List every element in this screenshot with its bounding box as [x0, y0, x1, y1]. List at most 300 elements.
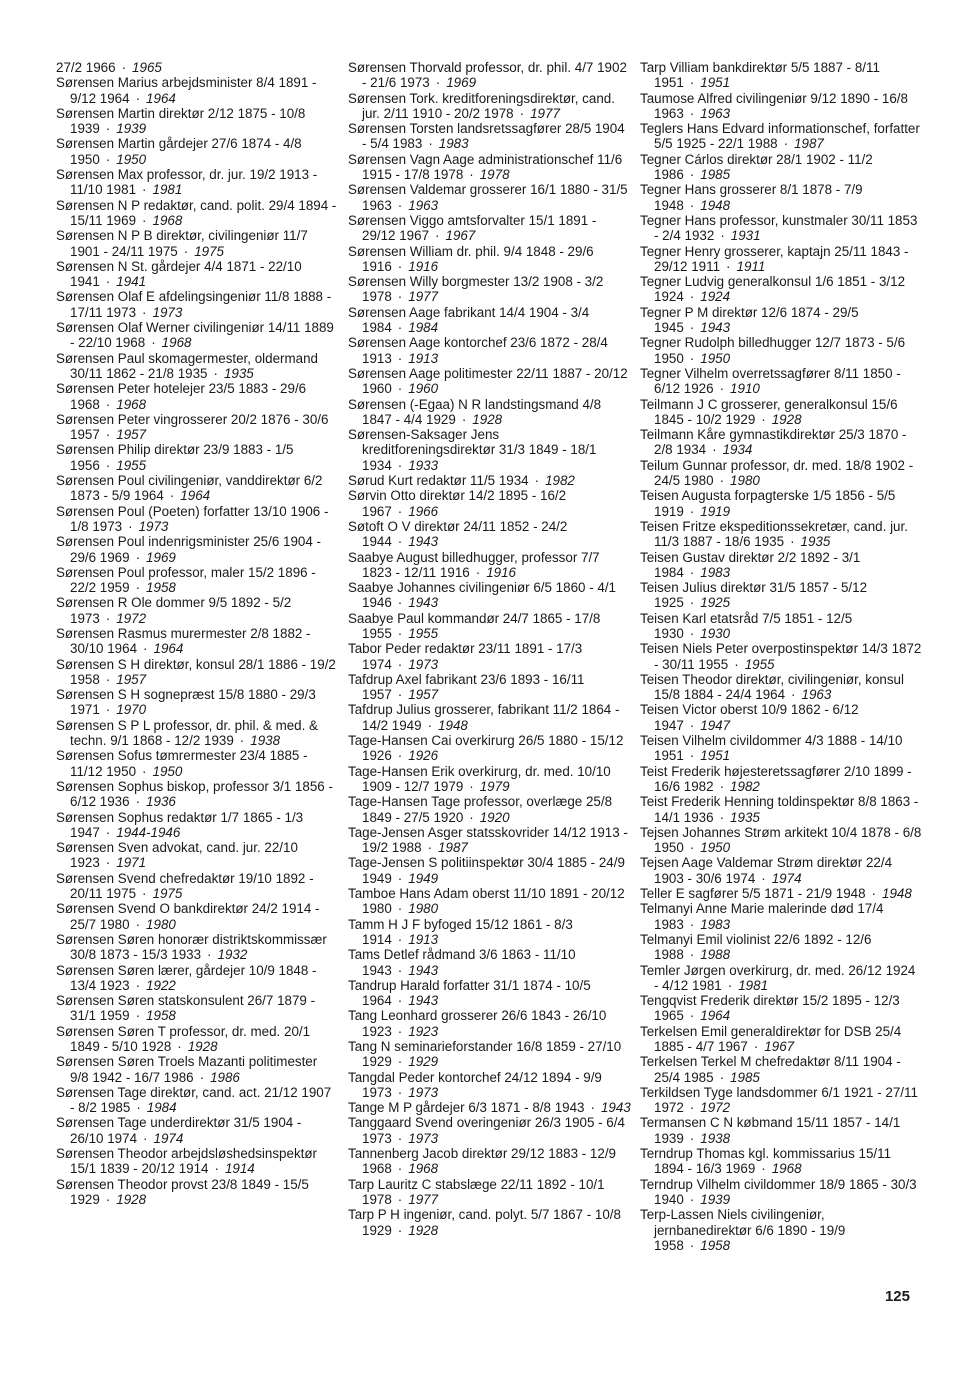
register-entry — [56, 320, 338, 351]
entry-text: Sørud Kurt redaktør 11/5 1934 — [348, 473, 529, 489]
entry-text: Sørensen Torsten landsretssagfører 28/5 1904 - 5/4 1983 — [348, 121, 625, 152]
register-entry — [640, 794, 922, 825]
entry-text: Tafdrup Axel fabrikant 23/6 1893 - 16/11 1957 — [348, 671, 585, 703]
entry-text: Saabye August billedhugger, professor 7/7 1823 - 12/11 1916 — [348, 549, 600, 580]
entry-year: 1963 — [408, 197, 439, 213]
entry-year: 1923 — [408, 1023, 439, 1039]
register-entry — [640, 213, 922, 244]
entry-text: Temler Jørgen overkirurg, dr. med. 26/12 1924 - 4/12 1981 — [640, 962, 916, 993]
register-entry — [640, 1085, 922, 1116]
register-entry — [640, 335, 922, 366]
entry-separator: · — [397, 197, 403, 213]
entry-separator: · — [427, 840, 433, 856]
entry-text: Sørensen Theodor arbejdsløshedsinspektør 15/1 1839 - 20/12 1914 — [56, 1146, 317, 1177]
register-entry — [640, 427, 922, 458]
register-entry — [348, 519, 632, 550]
entry-separator: · — [128, 518, 133, 534]
entry-separator: · — [397, 1023, 403, 1039]
page-number: 125 — [884, 1288, 910, 1305]
entry-separator: · — [689, 503, 695, 519]
register-entry — [56, 442, 338, 473]
entry-text: Sørensen Valdemar grosserer 16/1 1880 - 31/5 1963 — [348, 182, 628, 213]
entry-year: 1968 — [161, 335, 192, 351]
entry-year: 1928 — [116, 1191, 147, 1207]
entry-year: 1943 — [408, 962, 439, 978]
register-entry — [56, 228, 338, 259]
entry-year: 1935 — [223, 365, 254, 381]
entry-separator: · — [397, 748, 403, 764]
entry-text: Teisen Karl etatsråd 7/5 1851 - 12/5 1930 — [640, 610, 853, 641]
entry-separator: · — [397, 350, 403, 366]
register-entry — [640, 458, 922, 489]
entry-separator: · — [689, 1008, 695, 1024]
register-entry — [348, 764, 632, 795]
entry-text: Sørensen Poul indenrigsminister 25/6 1904 - 29/6 1969 — [56, 534, 321, 565]
entry-year: 1936 — [146, 794, 176, 810]
entry-text: Sørensen Tage direktør, cand. act. 21/12 1907 - 8/2 1985 — [56, 1084, 332, 1116]
entry-separator: · — [397, 1191, 403, 1207]
entry-text: Tengqvist Frederik direktør 15/2 1895 - 12/3 1965 — [640, 993, 900, 1024]
entry-year: 1984 — [146, 1100, 177, 1116]
entry-text: Sørensen Vagn Aage administrationschef 11/6 1915 - 17/8 1978 — [348, 151, 623, 183]
entry-text: Tamboe Hans Adam oberst 11/10 1891 - 20/12 1980 — [348, 886, 625, 917]
entry-separator: · — [105, 274, 111, 290]
entry-text: Tage-Hansen Cai overkirurg 26/5 1880 - 15/12 1926 — [348, 733, 624, 764]
register-entry — [348, 60, 632, 91]
entry-year: 1964 — [153, 641, 184, 657]
entry-year: 1982 — [730, 778, 760, 794]
entry-separator: · — [719, 473, 725, 489]
entry-text: Tegner Hans grosserer 8/1 1878 - 7/9 1948 — [640, 182, 863, 213]
register-entry — [640, 550, 922, 581]
register-entry — [348, 550, 632, 581]
entry-year: 1985 — [730, 1069, 760, 1085]
entry-year: 1944-1946 — [116, 824, 181, 840]
entry-year: 1948 — [438, 717, 468, 733]
register-entry — [348, 1146, 632, 1177]
register-entry — [348, 733, 632, 764]
entry-text: Tegner Vilhelm overretssagfører 8/11 1850 - 6/12 1926 — [640, 365, 901, 397]
register-entry — [56, 75, 338, 106]
entry-text: Sørensen Martin direktør 2/12 1875 - 10/8 1939 — [56, 105, 306, 137]
register-entry — [56, 412, 338, 443]
entry-separator: · — [719, 778, 725, 794]
entry-separator: · — [397, 870, 403, 886]
entry-text: Tage-Hansen Tage professor, overlæge 25/8 1849 - 27/5 1920 — [348, 794, 613, 825]
entry-text: Tegner Ludvig generalkonsul 1/6 1851 - 3/12 1924 — [640, 274, 906, 305]
entry-separator: · — [689, 167, 695, 183]
entry-year: 1958 — [700, 1237, 731, 1253]
entry-separator: · — [135, 90, 141, 106]
register-entry — [640, 932, 922, 963]
entry-year: 1964 — [180, 488, 211, 504]
entry-text: Sørensen Tork. kreditforeningsdirektør, cand. jur. 2/11 1910 - 20/2 1978 — [348, 90, 615, 121]
entry-text: Tegner P M direktør 12/6 1874 - 29/5 1945 — [640, 304, 859, 336]
register-entry — [640, 886, 922, 901]
entry-year: 1977 — [408, 1191, 439, 1207]
entry-text: Sørensen Svend chefredaktør 19/10 1892 - 20/11 1975 — [56, 870, 314, 902]
entry-separator: · — [761, 411, 766, 427]
entry-year: 1920 — [479, 809, 510, 825]
entry-year: 1925 — [700, 595, 731, 611]
entry-year: 1957 — [116, 427, 147, 443]
entry-separator: · — [105, 151, 111, 167]
entry-year: 1967 — [764, 1039, 795, 1054]
entry-text: Termansen C N købmand 15/11 1857 - 14/1 1939 — [640, 1115, 901, 1146]
entry-text: Tams Detlef rådmand 3/6 1863 - 11/10 1943 — [348, 947, 576, 978]
entry-year: 1970 — [116, 702, 147, 718]
entry-separator: · — [719, 809, 725, 825]
entry-year: 1987 — [794, 136, 824, 152]
entry-year: 1928 — [187, 1039, 218, 1054]
entry-text: Sørensen-Saksager Jens kreditforeningsdirektør 31/3 1849 - 18/1 1934 — [348, 427, 597, 473]
entry-year: 1928 — [472, 411, 503, 427]
entry-separator: · — [761, 1161, 766, 1177]
entry-year: 1924 — [700, 289, 731, 305]
register-entry — [56, 565, 338, 596]
entry-year: 1928 — [408, 1222, 439, 1238]
entry-separator: · — [461, 411, 467, 427]
entry-separator: · — [753, 1039, 759, 1054]
entry-text: Tarp Villiam bankdirektør 5/5 1887 - 8/11 1951 — [640, 60, 880, 91]
entry-text: Sørensen Søren lærer, gårdejer 10/9 1848 - 13/4 1923 — [56, 962, 317, 993]
entry-text: Terndrup Vilhelm civildommer 18/9 1865 - 30/3 1940 — [640, 1176, 917, 1207]
register-entry — [348, 641, 632, 672]
entry-year: 1950 — [116, 151, 147, 167]
entry-text: Tage-Jensen Asger statsskovrider 14/12 1913 - 19/2 1988 — [348, 824, 628, 856]
entry-separator: · — [105, 702, 111, 718]
entry-separator: · — [105, 457, 111, 473]
register-entry — [640, 580, 922, 611]
register-entry — [56, 289, 338, 320]
register-entry — [348, 1177, 632, 1208]
entry-separator: · — [143, 641, 148, 657]
register-entry — [640, 764, 922, 795]
register-entry — [640, 1207, 922, 1253]
entry-text: Tange M P gårdejer 6/3 1871 - 8/8 1943 — [348, 1100, 585, 1116]
entry-text: Sørensen S H sognepræst 15/8 1880 - 29/3 1971 — [56, 687, 316, 718]
entry-text: Sørensen Max professor, dr. jur. 19/2 1913 - 11/10 1981 — [56, 167, 318, 198]
register-entry — [348, 611, 632, 642]
register-entry — [640, 152, 922, 183]
entry-separator: · — [142, 763, 147, 779]
register-entry — [640, 305, 922, 336]
entry-year: 1939 — [116, 121, 147, 137]
entry-text: Tandrup Harald forfatter 31/1 1874 - 10/5 1964 — [348, 977, 591, 1009]
entry-year: 1973 — [138, 518, 169, 534]
register-entry — [640, 182, 922, 213]
entry-year: 1913 — [408, 931, 439, 947]
entry-text: Sørensen Sophus biskop, professor 3/1 1856 - 6/12 1936 — [56, 778, 333, 810]
register-entry — [348, 91, 632, 122]
entry-separator: · — [135, 977, 141, 993]
register-entry — [348, 1070, 632, 1101]
register-entry — [348, 427, 632, 473]
register-entry — [640, 91, 922, 122]
entry-year: 1938 — [700, 1130, 731, 1146]
entry-year: 1973 — [408, 656, 439, 672]
entry-separator: · — [239, 733, 245, 749]
entry-year: 1949 — [408, 870, 439, 886]
register-entry — [348, 1008, 632, 1039]
entry-separator: · — [689, 1191, 695, 1207]
entry-separator: · — [135, 549, 141, 565]
register-entry — [348, 947, 632, 978]
register-entry — [348, 672, 632, 703]
entry-separator: · — [519, 105, 525, 121]
entry-year: 1957 — [116, 671, 147, 687]
entry-text: Tanggaard Svend overingeniør 26/3 1905 - 6/4 1973 — [348, 1115, 625, 1146]
entry-text: Teisen Augusta forpagterske 1/5 1856 - 5/5 1919 — [640, 488, 896, 519]
entry-text: Sørensen Olaf E afdelingsingeniør 11/8 1888 - 17/11 1973 — [56, 289, 332, 320]
register-entry — [640, 963, 922, 994]
register-entry — [640, 672, 922, 703]
entry-separator: · — [397, 457, 403, 473]
register-entry — [640, 993, 922, 1024]
entry-separator: · — [397, 1084, 403, 1100]
entry-separator: · — [435, 75, 441, 91]
entry-text: Teist Frederik højesteretssagfører 2/10 1899 - 16/6 1982 — [640, 763, 912, 794]
entry-year: 1935 — [730, 809, 760, 825]
entry-separator: · — [397, 687, 403, 703]
entry-text: Sørensen N P redaktør, cand. polit. 29/4 1894 - 15/11 1969 — [56, 197, 337, 228]
entry-separator: · — [689, 105, 695, 121]
entry-year: 1973 — [408, 1084, 439, 1100]
entry-text: Tang Leonhard grosserer 26/6 1843 - 26/10 1923 — [348, 1008, 607, 1039]
entry-separator: · — [105, 824, 111, 840]
entry-separator: · — [397, 503, 403, 519]
entry-year: 1919 — [700, 503, 731, 519]
register-entry — [640, 1177, 922, 1208]
entry-year: 1985 — [700, 167, 731, 183]
entry-separator: · — [783, 136, 789, 152]
register-entry — [56, 626, 338, 657]
entry-year: 1916 — [486, 564, 516, 580]
entry-text: Sørensen Tage underdirektør 31/5 1904 - 26/10 1974 — [56, 1115, 302, 1146]
entry-separator: · — [183, 243, 189, 259]
entry-separator: · — [761, 870, 766, 886]
entry-year: 1980 — [408, 901, 439, 917]
entry-separator: · — [207, 947, 212, 963]
entry-text: Terkelsen Terkel M chefredaktør 8/11 1904 - 25/4 1985 — [640, 1054, 901, 1085]
entry-text: Sørensen Peter vingrosserer 20/2 1876 - 30/6 1957 — [56, 411, 329, 443]
register-entry — [348, 366, 632, 397]
entry-year: 1983 — [700, 916, 731, 932]
entry-text: Tegner Hans professor, kunstmaler 30/11 1853 - 2/4 1932 — [640, 212, 918, 244]
entry-year: 1964 — [146, 90, 176, 106]
entry-separator: · — [469, 167, 474, 183]
entry-text: Teisen Vilhelm civildommer 4/3 1888 - 14/10 1951 — [640, 733, 903, 764]
entry-separator: · — [689, 717, 695, 733]
entry-separator: · — [397, 289, 403, 305]
entry-year: 1950 — [700, 840, 731, 856]
entry-separator: · — [720, 228, 725, 244]
entry-text: Sørensen Thorvald professor, dr. phil. 4/7 1902 - 21/6 1973 — [348, 60, 627, 91]
entry-separator: · — [689, 748, 695, 764]
register-entry — [640, 397, 922, 428]
entry-year: 1984 — [408, 320, 439, 336]
entry-text: Søtoft O V direktør 24/11 1852 - 24/2 1944 — [348, 518, 568, 550]
entry-separator: · — [397, 962, 403, 978]
register-entry — [640, 641, 922, 672]
entry-separator: · — [397, 258, 403, 274]
entry-separator: · — [791, 687, 796, 703]
column-2 — [348, 60, 632, 1238]
entry-separator: · — [135, 794, 141, 810]
entry-separator: · — [689, 840, 695, 856]
entry-separator: · — [727, 977, 733, 993]
register-entry — [56, 259, 338, 290]
register-entry — [348, 244, 632, 275]
entry-separator: · — [397, 931, 403, 947]
entry-year: 1983 — [438, 136, 469, 152]
entry-separator: · — [135, 580, 141, 596]
entry-year: 1938 — [250, 733, 281, 749]
register-entry — [640, 1115, 922, 1146]
entry-text: Teisen Victor oberst 10/9 1862 - 6/12 1947 — [640, 702, 859, 733]
register-entry — [640, 1146, 922, 1177]
column-1 — [56, 60, 338, 1207]
entry-text: Sørensen (-Egaa) N R landstingsmand 4/8 1847 - 4/4 1929 — [348, 396, 602, 427]
entry-text: Teisen Niels Peter overpostinspektør 14/3 1872 - 30/11 1955 — [640, 641, 922, 672]
entry-separator: · — [135, 916, 141, 932]
register-entry — [56, 1177, 338, 1208]
entry-year: 1935 — [800, 534, 831, 550]
entry-year: 1955 — [744, 656, 775, 672]
register-entry — [56, 473, 338, 504]
entry-year: 1950 — [700, 350, 731, 366]
register-entry — [348, 825, 632, 856]
entry-year: 1964 — [700, 1008, 731, 1024]
entry-text: Sørensen Philip direktør 23/9 1883 - 1/5 1956 — [56, 442, 294, 473]
entry-text: Tejsen Johannes Strøm arkitekt 10/4 1878 - 6/8 1950 — [640, 824, 922, 856]
register-entry — [348, 473, 632, 488]
register-entry — [640, 121, 922, 152]
entry-year: 1972 — [116, 610, 147, 626]
entry-text: Sørensen William dr. phil. 9/4 1848 - 29/6 1916 — [348, 243, 594, 274]
register-entry — [348, 978, 632, 1009]
entry-year: 1926 — [408, 748, 439, 764]
entry-year: 1967 — [445, 228, 476, 244]
entry-text: Sørensen Søren T professor, dr. med. 20/1 1849 - 5/10 1928 — [56, 1023, 311, 1054]
entry-year: 1948 — [700, 197, 731, 213]
register-entry — [348, 1207, 632, 1238]
entry-year: 1943 — [600, 1100, 631, 1116]
entry-text: Teisen Julius direktør 31/5 1857 - 5/12 1925 — [640, 580, 868, 611]
entry-year: 1955 — [116, 457, 147, 473]
entry-text: Terkildsen Tyge landsdommer 6/1 1921 - 27/11 1972 — [640, 1084, 918, 1116]
entry-year: 1916 — [408, 258, 439, 274]
register-entry — [56, 901, 338, 932]
entry-year: 1968 — [771, 1161, 802, 1177]
register-entry — [640, 733, 922, 764]
register-entry — [640, 901, 922, 932]
entry-text: Terndrup Thomas kgl. kommissarius 15/11 1894 - 16/3 1969 — [640, 1146, 892, 1177]
register-entry — [640, 855, 922, 886]
register-entry — [56, 810, 338, 841]
entry-text: Tabor Peder redaktør 23/11 1891 - 17/3 1974 — [348, 641, 583, 672]
entry-separator: · — [689, 75, 695, 91]
register-entry — [640, 611, 922, 642]
entry-separator: · — [427, 717, 433, 733]
entry-separator: · — [105, 855, 111, 871]
entry-year: 1968 — [116, 396, 147, 412]
entry-separator: · — [397, 320, 403, 336]
entry-separator: · — [397, 534, 403, 550]
register-entry — [56, 871, 338, 902]
entry-year: 1971 — [116, 855, 147, 871]
register-entry — [348, 488, 632, 519]
entry-year: 1914 — [224, 1161, 255, 1177]
entry-text: Tafdrup Julius grosserer, fabrikant 11/2 1864 - 14/2 1949 — [348, 702, 620, 733]
entry-year: 1975 — [152, 886, 183, 902]
entry-text: 27/2 1966 — [56, 60, 116, 75]
entry-year: 1979 — [479, 778, 510, 794]
entry-text: Sørensen N P B direktør, civilingeniør 11/7 1901 - 24/11 1975 — [56, 228, 308, 259]
entry-year: 1963 — [700, 105, 731, 121]
entry-text: Sørensen Viggo amtsforvalter 15/1 1891 - 29/12 1967 — [348, 212, 597, 244]
entry-text: Telmanyi Anne Marie malerinde død 17/4 1983 — [640, 901, 884, 932]
register-entry — [348, 1115, 632, 1146]
entry-separator: · — [397, 1222, 403, 1238]
entry-separator: · — [397, 625, 403, 641]
entry-separator: · — [397, 1054, 403, 1070]
entry-text: Telmanyi Emil violinist 22/6 1892 - 12/6 1988 — [640, 931, 872, 963]
register-entry — [640, 488, 922, 519]
entry-separator: · — [689, 289, 695, 305]
entry-separator: · — [142, 304, 147, 320]
register-entry — [348, 917, 632, 948]
entry-separator: · — [105, 121, 111, 137]
register-entry — [56, 779, 338, 810]
entry-text: Sørensen S H direktør, konsul 28/1 1886 - 19/2 1958 — [56, 656, 336, 687]
entry-year: 1980 — [730, 473, 760, 489]
entry-year: 1939 — [700, 1191, 731, 1207]
register-entry — [56, 1115, 338, 1146]
entry-year: 1988 — [700, 947, 731, 963]
entry-separator: · — [712, 442, 717, 458]
entry-separator: · — [397, 901, 403, 917]
column-3 — [640, 60, 922, 1253]
entry-year: 1911 — [736, 258, 766, 274]
entry-text: Sørensen Poul (Poeten) forfatter 13/10 1906 - 1/8 1973 — [56, 503, 329, 534]
entry-separator: · — [689, 916, 695, 932]
register-entry — [56, 1146, 338, 1177]
register-entry — [640, 1054, 922, 1085]
entry-text: Sørensen Willy borgmester 13/2 1908 - 3/2 1978 — [348, 274, 604, 305]
entry-text: Sørensen Rasmus murermester 2/8 1882 - 30/10 1964 — [56, 625, 311, 657]
entry-separator: · — [177, 1039, 182, 1054]
entry-text: Sørensen Theodor provst 23/8 1849 - 15/5 1929 — [56, 1176, 309, 1207]
entry-text: Tage-Jensen S politiinspektør 30/4 1885 - 24/9 1949 — [348, 855, 625, 886]
entry-year: 1975 — [194, 243, 224, 259]
entry-text: Sørensen Sophus redaktør 1/7 1865 - 1/3 1947 — [56, 809, 304, 840]
register-entry — [640, 1024, 922, 1055]
entry-separator: · — [142, 212, 147, 228]
entry-text: Saabye Johannes civilingeniør 6/5 1860 - 4/1 1946 — [348, 580, 616, 611]
register-entry — [640, 366, 922, 397]
register-entry — [56, 60, 338, 75]
register-entry — [348, 335, 632, 366]
register-entry — [56, 993, 338, 1024]
register-entry — [56, 687, 338, 718]
entry-separator: · — [105, 610, 111, 626]
entry-separator: · — [734, 656, 739, 672]
register-entry — [348, 213, 632, 244]
entry-year: 1978 — [479, 167, 510, 183]
entry-text: Sørensen Marius arbejdsminister 8/4 1891 - 9/12 1964 — [56, 75, 317, 106]
entry-text: Sørensen Aage kontorchef 23/6 1872 - 28/4 1913 — [348, 335, 608, 366]
